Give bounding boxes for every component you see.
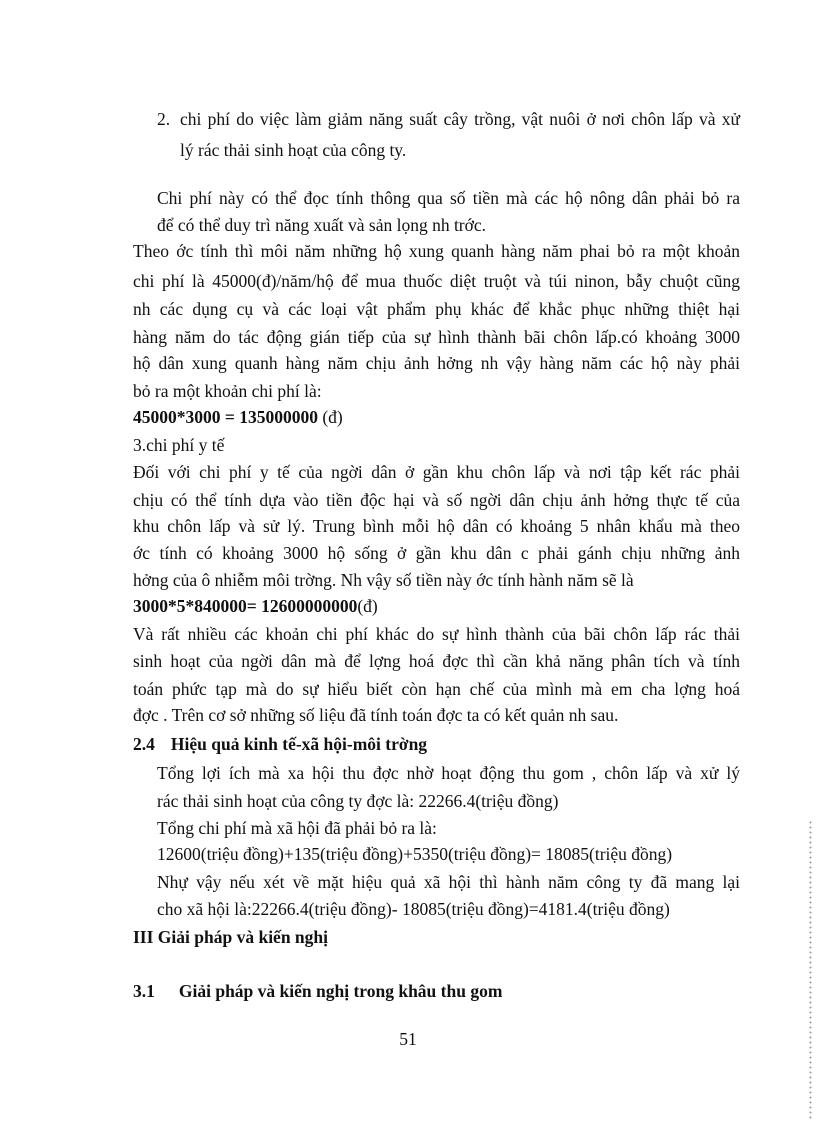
text-line: đợc . Trên cơ sở những số liệu đã tính toán đợc ta có kết quản nh sau. xyxy=(133,705,619,725)
section-number: 3.1 xyxy=(133,981,155,1001)
formula-bold: 45000*3000 = 135000000 xyxy=(133,407,318,427)
text-line: hởng của ô nhiễm môi trờng. Nh vậy số tiền này ớc tính hành năm sẽ là xyxy=(133,570,634,590)
text-line: 12600(triệu đồng)+135(triệu đồng)+5350(triệu đồng)= 18085(triệu đồng) xyxy=(157,844,673,864)
text-line: nh các dụng cụ và các loại vật phẩm phụ khác để khắc phục những thiệt hại xyxy=(133,299,740,319)
text-line: Nhự vậy nếu xét về mặt hiệu quả xã hội thì hành năm công ty đã mang lại xyxy=(157,872,740,892)
text-line: Theo ớc tính thì môi năm những hộ xung quanh hàng năm phai bỏ ra một khoản xyxy=(133,241,740,261)
text-line: chịu có thể tính dựa vào tiền độc hại và số ngời dân chịu ảnh hởng thực tế của xyxy=(133,490,740,510)
text-line: hàng năm do tác động gián tiếp của sự hình thành bãi chôn lấp.có khoảng 3000 xyxy=(133,327,740,347)
text-line: ớc tính có khoảng 3000 hộ sống ở gần khu dân c phải gánh chịu những ảnh xyxy=(133,543,740,563)
text-line: hộ dân xung quanh hàng năm chịu ảnh hởng nh vậy hàng năm các hộ này phải xyxy=(133,353,740,373)
text-line: sinh hoạt của ngời dân mà để lợng hoá đợc thì cần khả năng phân tích và tính xyxy=(133,651,740,671)
text-line: để có thể duy trì năng xuất và sản lọng nh trớc. xyxy=(157,215,487,235)
section-heading xyxy=(133,733,427,755)
text-line: Và rất nhiều các khoản chi phí khác do sự hình thành của bãi chôn lấp rác thải xyxy=(133,624,740,644)
text-line: Tổng lợi ích mà xa hội thu đợc nhờ hoạt động thu gom , chôn lấp và xử lý xyxy=(157,763,740,783)
text-line: chi phí là 45000(đ)/năm/hộ để mua thuốc diệt truột và túi ninon, bẫy chuột cũng xyxy=(133,271,740,291)
section-title: Hiệu quả kinh tế-xã hội-môi trờng xyxy=(170,734,428,754)
formula-line xyxy=(133,406,343,428)
scan-edge-artifact xyxy=(809,820,812,1120)
formula-unit: (đ) xyxy=(357,596,378,616)
section-number: 2.4 xyxy=(133,734,155,754)
text-line: Tổng chi phí mà xã hội đã phải bỏ ra là: xyxy=(157,818,437,838)
formula-unit: (đ) xyxy=(317,407,343,427)
text-line: bỏ ra một khoản chi phí là: xyxy=(133,381,322,401)
formula-bold: 3000*5*840000= 12600000000 xyxy=(133,596,358,616)
text-line: chi phí do việc làm giảm năng suất cây trồng, vật nuôi ở nơi chôn lấp và xử xyxy=(180,109,740,129)
subsection-title: 3.chi phí y tế xyxy=(133,435,225,455)
text-line: cho xã hội là:22266.4(triệu đồng)- 18085(triệu đồng)=4181.4(triệu đồng) xyxy=(157,899,670,919)
text-line: rác thải sinh hoạt của công ty đợc là: 22266.4(triệu đồng) xyxy=(157,791,559,811)
section-heading xyxy=(133,980,502,1002)
text-line: Chi phí này có thể đọc tính thông qua số tiền mà các hộ nông dân phải bỏ ra xyxy=(157,188,740,208)
text-line: lý rác thải sinh hoạt của công ty. xyxy=(180,140,407,160)
text-line: toán phức tạp mà do sự hiểu biết còn hạn chế của mình mà em cha lợng hoá xyxy=(133,679,740,699)
section-title: Giải pháp và kiến nghị trong khâu thu gom xyxy=(178,981,503,1001)
text-line: khu chôn lấp và sử lý. Trung bình mỗi hộ dân có khoảng 5 nhân khẩu mà theo xyxy=(133,516,740,536)
page-number: 51 xyxy=(399,1029,417,1049)
chapter-heading: III Giải pháp và kiến nghị xyxy=(133,927,329,947)
list-number: 2. xyxy=(157,109,171,129)
formula-line xyxy=(133,595,378,617)
text-line: Đối với chi phí y tế của ngời dân ở gần khu chôn lấp và nơi tập kết rác phải xyxy=(133,462,740,482)
